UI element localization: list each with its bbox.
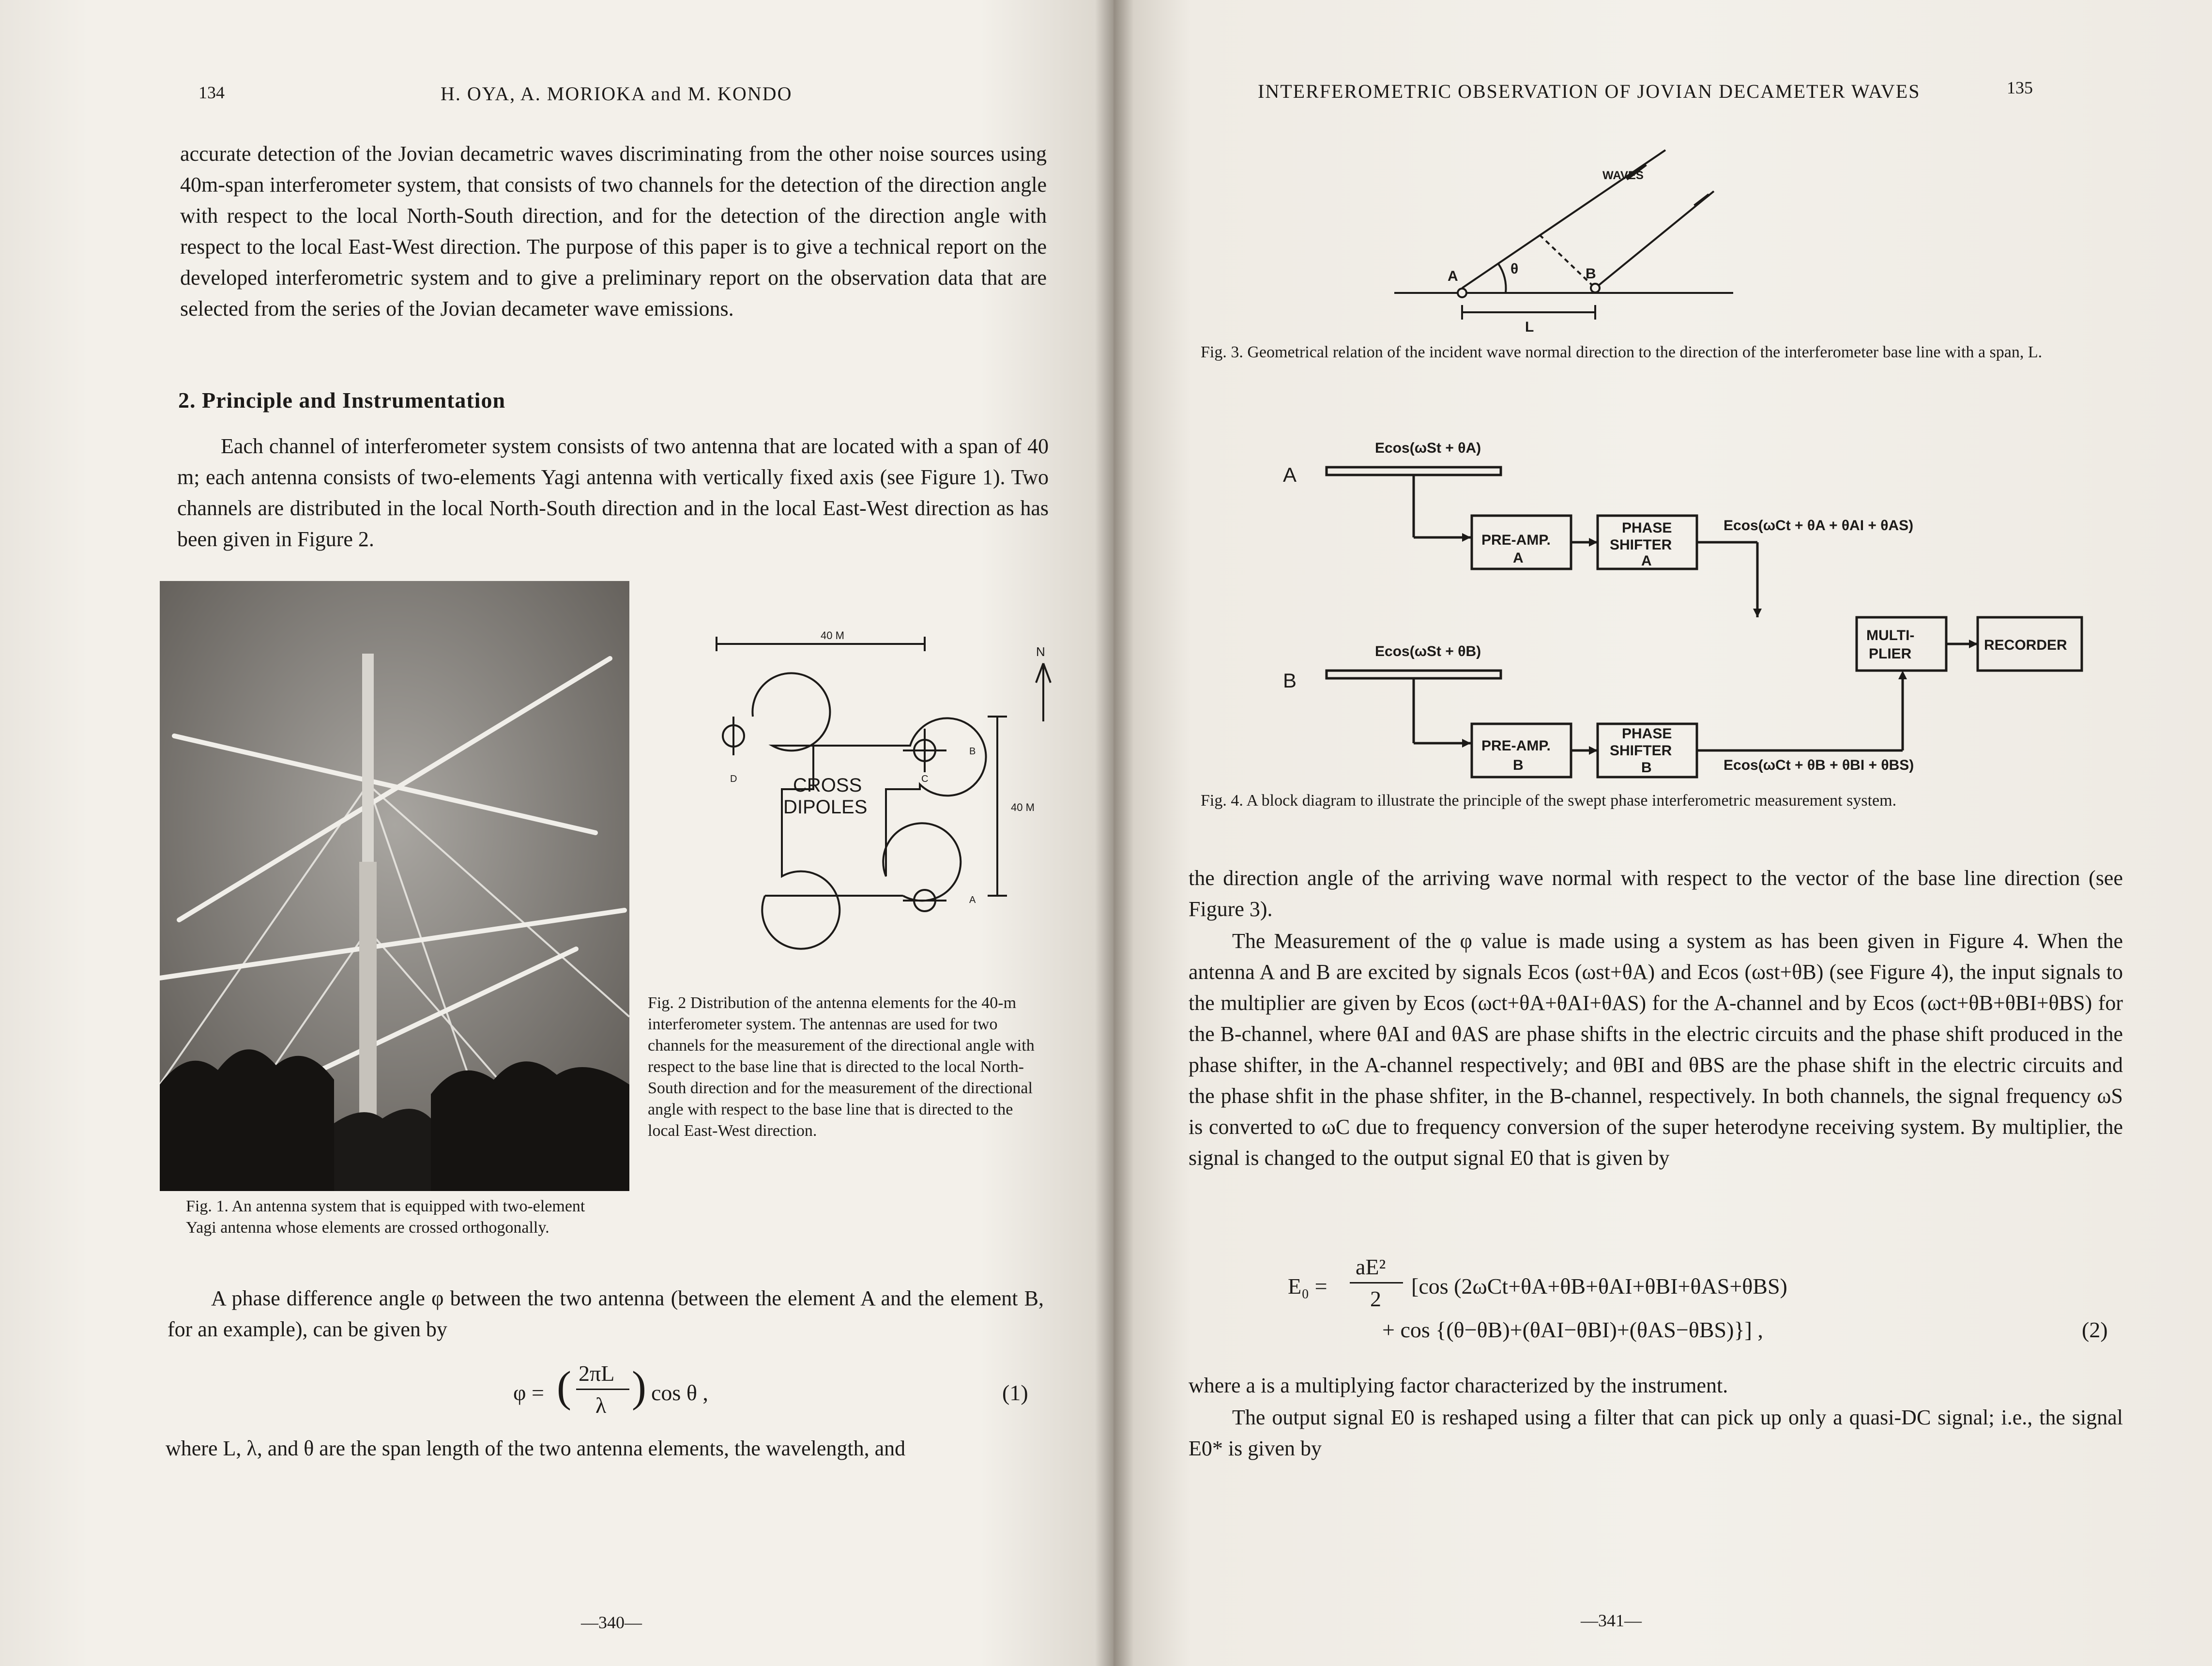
- fig4-recorder: RECORDER: [1984, 637, 2067, 653]
- eq2-fraction-bar: [1350, 1282, 1403, 1284]
- fig1-caption: An antenna system that is equipped with two-element Yagi antenna whose elements are crossed orthogonally.: [186, 1197, 585, 1237]
- fig4-channel-a: A: [1283, 463, 1297, 486]
- eq1-rhs: cos θ ,: [651, 1380, 708, 1405]
- fig4-phase-a-sub: A: [1641, 553, 1652, 569]
- section-heading: 2. Principle and Instrumentation: [178, 388, 506, 413]
- fig3-angle: θ: [1510, 261, 1519, 277]
- fig3-caption-label: Fig. 3.: [1201, 343, 1243, 361]
- fig4-output-a: Ecos(ωCt + θA + θAI + θAS): [1724, 518, 1914, 534]
- book-spine-shadow: [1095, 0, 1134, 1666]
- fig2-node-a: A: [969, 895, 976, 905]
- right-page: [1114, 0, 2212, 1666]
- paragraph-4: The output signal E0 is reshaped using a filter that can pick up only a quasi-DC signal; i.e., the signal E0* is given by: [1189, 1406, 2123, 1460]
- fig2-node-c: C: [921, 774, 929, 784]
- fig3-node-a: A: [1448, 268, 1458, 284]
- fig2-span-top: 40 M: [821, 629, 844, 642]
- eq2-denominator: 2: [1370, 1286, 1381, 1311]
- eq2-line-1: [cos (2ωCt+θA+θB+θAI+θBI+θAS+θBS): [1411, 1274, 1787, 1299]
- eq2-numerator: aE²: [1356, 1254, 1386, 1279]
- paragraph-intro: accurate detection of the Jovian decametric waves discriminating from the other noise sources using 40m-span interferometer system, that consists of two channels for the detection of the direction angle with respect to the local North-South direction, and for the detection of the direction angle with respect to the local East-West direction. The purpose of this paper is to give a technical report on the developed interferometric system and to give a preliminary report on the observation data that are selected from the series of the Jovian decameter wave emissions.: [180, 142, 1047, 321]
- equation-1: [513, 1360, 1051, 1418]
- eq2-line-2: + cos {(θ−θB)+(θAI−θBI)+(θAS−θBS)}] ,: [1382, 1317, 1763, 1342]
- eq1-paren-right: ): [632, 1363, 646, 1411]
- footer-page-number: —341—: [1581, 1611, 1642, 1630]
- fig4-phase-b-2: SHIFTER: [1610, 743, 1672, 759]
- fig3-geometry: [1394, 140, 1743, 334]
- fig2-antenna-layout: [649, 625, 1075, 973]
- fig4-phase-a-1: PHASE: [1622, 520, 1672, 536]
- fig2-node-b: B: [969, 746, 976, 757]
- page-number: 134: [198, 83, 225, 102]
- eq1-lhs: φ =: [513, 1380, 544, 1405]
- fig2-span-right: 40 M: [1011, 801, 1035, 813]
- fig4-preamp-a-sub: A: [1513, 550, 1524, 566]
- fig4-phase-b-1: PHASE: [1622, 726, 1672, 742]
- fig4-input-a: Ecos(ωSt + θA): [1375, 440, 1481, 456]
- paragraph-1: the direction angle of the arriving wave normal with respect to the vector of the base line direction (see Figure 3).: [1189, 866, 2123, 921]
- eq1-paren-left: (: [557, 1363, 571, 1411]
- fig3-waves: WAVES: [1602, 169, 1644, 182]
- fig2-caption-label: Fig. 2: [648, 994, 686, 1012]
- fig4-caption-block: [1201, 790, 2125, 811]
- page-number: 135: [2007, 78, 2033, 97]
- eq1-denominator: λ: [595, 1393, 607, 1418]
- paragraph-section: Each channel of interferometer system consists of two antenna that are located with a span of 40 m; each antenna consists of two-elements Yagi antenna with vertically fixed axis (see Figure 1). Two channels are distributed in the local North-South direction and in the local East-West direction as has been given in Figure 2.: [177, 434, 1049, 551]
- fig2-north: N: [1036, 644, 1045, 659]
- fig4-caption: A block diagram to illustrate the principle of the swept phase interferometric measurement system.: [1246, 792, 1897, 810]
- fig3-node-b: B: [1586, 266, 1596, 282]
- fig3-caption-block: [1201, 342, 2125, 363]
- fig3-caption: Geometrical relation of the incident wave normal direction to the direction of the interferometer base line with a span, L.: [1247, 343, 2043, 361]
- fig4-multiplier-2: PLIER: [1869, 646, 1912, 662]
- fig4-input-b: Ecos(ωSt + θB): [1375, 643, 1481, 659]
- fig4-phase-a-2: SHIFTER: [1610, 537, 1672, 553]
- fig3-span: L: [1525, 319, 1534, 334]
- fig2-center-label-2: DIPOLES: [783, 796, 868, 818]
- paragraph-where: where L, λ, and θ are the span length of the two antenna elements, the wavelength, and: [166, 1437, 906, 1460]
- eq1-numerator: 2πL: [579, 1361, 615, 1386]
- eq1-fraction-bar: [576, 1389, 629, 1390]
- footer-page-number: —340—: [581, 1613, 642, 1632]
- fig1-caption-block: [186, 1196, 612, 1238]
- paragraph-2: The Measurement of the φ value is made using a system as has been given in Figure 4. When the antenna A and B are excited by signals Ecos (ωst+θA) and Ecos (ωst+θB) (see Figure 4), the input signals to the multiplier are given by Ecos (ωct+θA+θAI+θAS) for the A-channel and by Ecos (ωct+θB+θBI+θBS) for the B-channel, where θAI and θAS are phase shifts in the electric circuits and the phase shift produced in the phase shifter, in the A-channel respectively; and θBI and θBS are the phase shift in the electric circuits and the phase shfit in the phase shfiter, in the B-channel, respectively. In both channels, the signal frequency ωS is converted to ωC due to frequency conversion of the super heterodyne receiving system. By multiplier, the signal is changed to the output signal E0 that is given by: [1189, 929, 2123, 1170]
- fig4-output-b: Ecos(ωCt + θB + θBI + θBS): [1724, 757, 1914, 773]
- antenna-photo-drawing: [160, 581, 629, 1191]
- running-head: INTERFEROMETRIC OBSERVATION OF JOVIAN DECAMETER WAVES: [1258, 80, 1921, 102]
- fig1-antenna-photo: [160, 581, 629, 1191]
- eq2-lhs: E₀ =: [1288, 1274, 1327, 1299]
- fig2-center-label-1: CROSS: [793, 775, 862, 796]
- fig2-caption: Distribution of the antenna elements for the 40-m interferometer system. The antennas are used for two channels for the measurement of the directional angle with respect to the base line that is directed to the local North-South direction and for the measurement of the directional angle with respect to the base line that is directed to the local East-West direction.: [648, 994, 1035, 1140]
- paragraph-3: where a is a multiplying factor characterized by the instrument.: [1189, 1374, 1728, 1397]
- paragraph-phase: A phase difference angle φ between the two antenna (between the element A and the element B, for an example), can be given by: [168, 1286, 1044, 1341]
- fig4-phase-b-sub: B: [1641, 760, 1652, 776]
- fig4-preamp-b: PRE-AMP.: [1481, 738, 1551, 754]
- fig4-caption-label: Fig. 4.: [1201, 792, 1243, 810]
- fig4-block-diagram: [1268, 426, 2120, 789]
- fig2-caption-block: [648, 993, 1045, 1142]
- running-head: H. OYA, A. MORIOKA and M. KONDO: [441, 83, 793, 105]
- eq1-number: (1): [1002, 1380, 1028, 1405]
- fig1-caption-label: Fig. 1.: [186, 1197, 229, 1215]
- eq2-number: (2): [2082, 1317, 2108, 1342]
- fig4-preamp-b-sub: B: [1513, 757, 1524, 773]
- equation-2: [1288, 1254, 2140, 1351]
- fig4-multiplier-1: MULTI-: [1866, 627, 1915, 643]
- fig4-preamp-a: PRE-AMP.: [1481, 532, 1551, 548]
- fig2-node-d: D: [730, 774, 737, 784]
- fig4-channel-b: B: [1283, 669, 1297, 692]
